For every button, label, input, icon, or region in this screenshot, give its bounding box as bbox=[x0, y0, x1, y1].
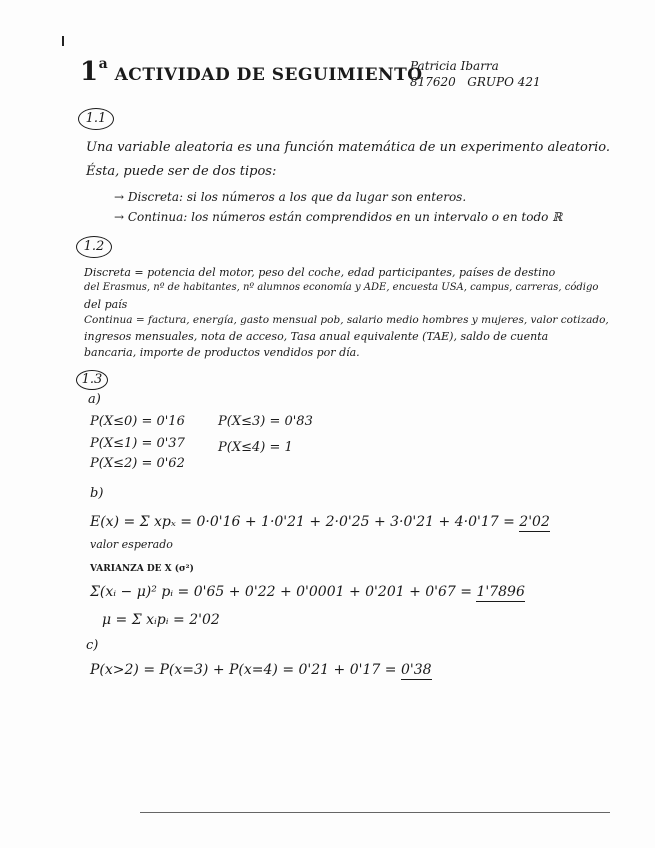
s12-line6: bancaria, importe de productos vendidos por día. bbox=[84, 346, 360, 359]
title-number: 1 bbox=[80, 57, 99, 87]
section-label-1-1: 1.1 bbox=[78, 108, 114, 130]
s13-a-label: a) bbox=[88, 392, 101, 407]
author-group: GRUPO 421 bbox=[467, 75, 541, 89]
author-id: 817620 bbox=[410, 75, 456, 89]
author-block bbox=[410, 58, 541, 90]
s11-line1: Una variable aleatoria es una función matemática de un experimento aleatorio. bbox=[86, 140, 610, 155]
expected-value-result: 2'02 bbox=[519, 514, 550, 530]
section-label-1-2: 1.2 bbox=[76, 236, 112, 258]
s13-c-label: c) bbox=[86, 638, 99, 653]
s11-line2: Ésta, puede ser de dos tipos: bbox=[86, 164, 277, 179]
s13-b-label: b) bbox=[90, 486, 104, 501]
expected-value bbox=[90, 514, 550, 530]
variance-formula: Σ(xᵢ − μ)² pᵢ = 0'65 + 0'22 + 0'0001 + 0'201 + 0'67 = bbox=[90, 584, 473, 600]
s11-bullet2: → Continua: los números están comprendidos en un intervalo o en todo ℝ bbox=[114, 210, 563, 224]
s11-bullet1: → Discreta: si los números a los que da lugar son enteros. bbox=[114, 190, 467, 204]
mean: μ = Σ xᵢpᵢ = 2'02 bbox=[102, 612, 220, 628]
prob-greater-2-result: 0'38 bbox=[400, 662, 432, 678]
s12-line3: del país bbox=[84, 298, 128, 311]
author-name: Patricia Ibarra bbox=[410, 59, 499, 73]
s12-line2: del Erasmus, nº de habitantes, nº alumnos economía y ADE, encuesta USA, campus, carreras, código bbox=[84, 282, 599, 293]
s12-line4: Continua = factura, energía, gasto mensual pob, salario medio hombres y mujeres, valor cotizado, bbox=[84, 314, 609, 326]
page-title bbox=[80, 56, 423, 87]
variance-title: VARIANZA DE X (σ²) bbox=[90, 564, 194, 574]
prob-le-0: P(X≤0) = 0'16 bbox=[90, 414, 185, 429]
expected-value-formula: E(x) = Σ xpₓ = 0·0'16 + 1·0'21 + 2·0'25 + 3·0'21 + 4·0'17 = bbox=[90, 514, 515, 530]
prob-le-2: P(X≤2) = 0'62 bbox=[90, 456, 185, 471]
title-text: ACTIVIDAD DE SEGUIMIENTO bbox=[114, 65, 423, 85]
prob-le-4: P(X≤4) = 1 bbox=[218, 440, 293, 455]
prob-le-3: P(X≤3) = 0'83 bbox=[218, 414, 313, 429]
prob-greater-2 bbox=[90, 662, 432, 678]
title-sup: a bbox=[98, 56, 109, 72]
s12-line5: ingresos mensuales, nota de acceso, Tasa anual equivalente (TAE), saldo de cuenta bbox=[84, 330, 549, 343]
prob-greater-2-formula: P(x>2) = P(x=3) + P(x=4) = 0'21 + 0'17 = bbox=[90, 662, 397, 678]
s12-line1: Discreta = potencia del motor, peso del coche, edad participantes, países de destino bbox=[84, 266, 556, 279]
margin-mark bbox=[62, 36, 64, 46]
page-bottom-line bbox=[140, 812, 610, 813]
variance bbox=[90, 584, 525, 600]
expected-value-note: valor esperado bbox=[90, 538, 173, 551]
prob-le-1: P(X≤1) = 0'37 bbox=[90, 436, 185, 451]
section-label-1-3: 1.3 bbox=[76, 370, 108, 390]
variance-result: 1'7896 bbox=[476, 584, 525, 600]
